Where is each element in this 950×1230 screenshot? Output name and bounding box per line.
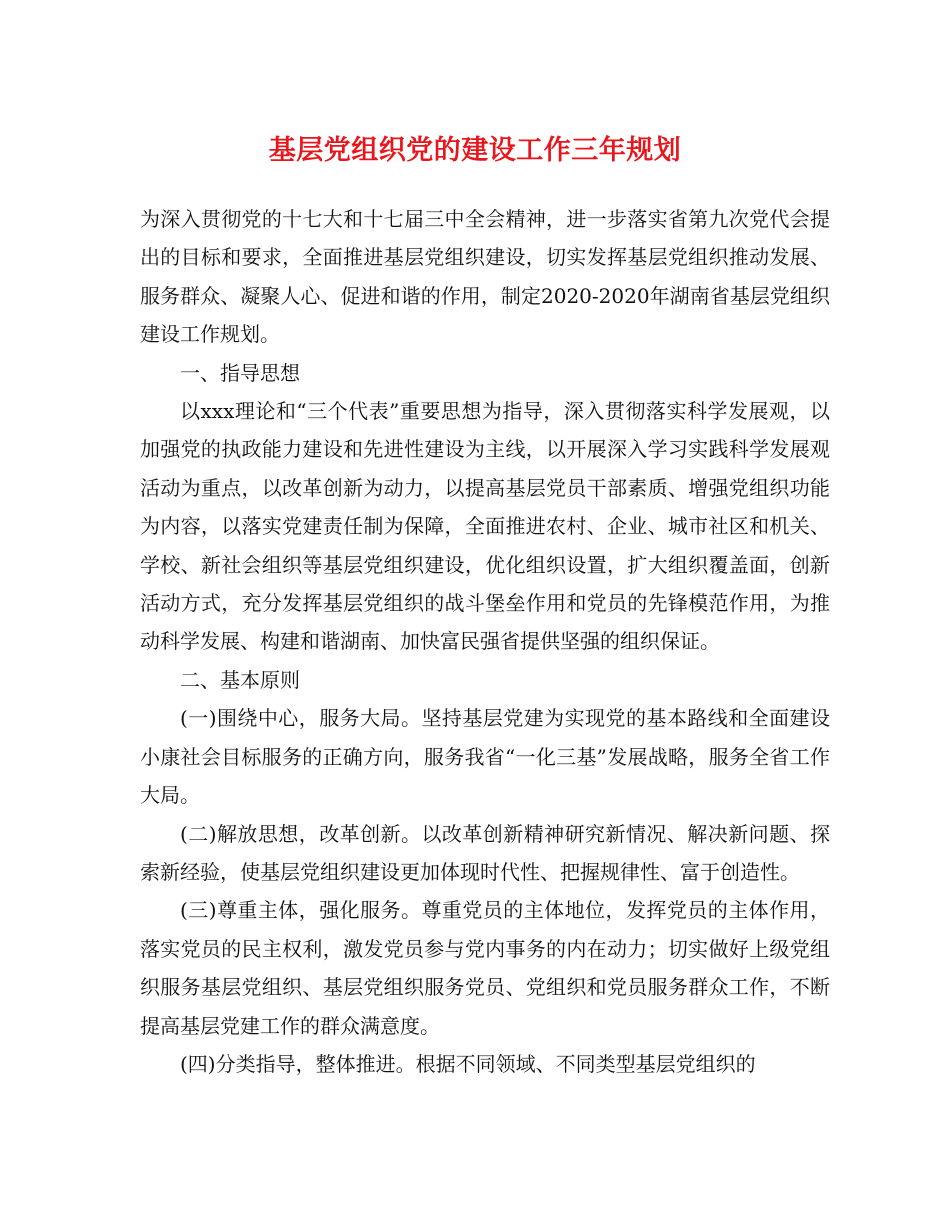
principle-4-paragraph: (四)分类指导，整体推进。根据不同领域、不同类型基层党组织的 — [180, 1051, 756, 1076]
document-body — [140, 200, 830, 1083]
principle-2-paragraph: (二)解放思想，改革创新。以改革创新精神研究新情况、解决新问题、探索新经验，使基层党组织建设更加体现时代性、把握规律性、富于创造性。 — [140, 821, 830, 884]
document-title: 基层党组织党的建设工作三年规划 — [268, 135, 682, 166]
section-heading-guiding-ideology: 一、指导思想 — [180, 360, 300, 385]
principle-1-paragraph: (一)围绕中心，服务大局。坚持基层党建为实现党的基本路线和全面建设小康社会目标服务的正确方向，服务我省“一化三基”发展战略，服务全省工作大局。 — [140, 706, 830, 808]
principle-3-paragraph: (三)尊重主体，强化服务。尊重党员的主体地位，发挥党员的主体作用，落实党员的民主权利，激发党员参与党内事务的内在动力；切实做好上级党组织服务基层党组织、基层党组织服务党员、党组织和党员服务群众工作，不断提高基层党建工作的群众满意度。 — [140, 898, 830, 1038]
guiding-ideology-paragraph: 以xxx理论和“三个代表”重要思想为指导，深入贯彻落实科学发展观，以加强党的执政能力建设和先进性建设为主线，以开展深入学习实践科学发展观活动为重点，以改革创新为动力，以提高基层党员干部素质、增强党组织功能为内容，以落实党建责任制为保障，全面推进农村、企业、城市社区和机关、学校、新社会组织等基层党组织建设，优化组织设置，扩大组织覆盖面，创新活动方式，充分发挥基层党组织的战斗堡垒作用和党员的先锋模范作用，为推动科学发展、构建和谐湖南、加快富民强省提供坚强的组织保证。 — [140, 399, 830, 654]
intro-paragraph: 为深入贯彻党的十七大和十七届三中全会精神，进一步落实省第九次党代会提出的目标和要求，全面推进基层党组织建设，切实发挥基层党组织推动发展、服务群众、凝聚人心、促进和谐的作用，制定2020-2020年湖南省基层党组织建设工作规划。 — [140, 207, 830, 347]
section-heading-basic-principles: 二、基本原则 — [180, 667, 300, 692]
